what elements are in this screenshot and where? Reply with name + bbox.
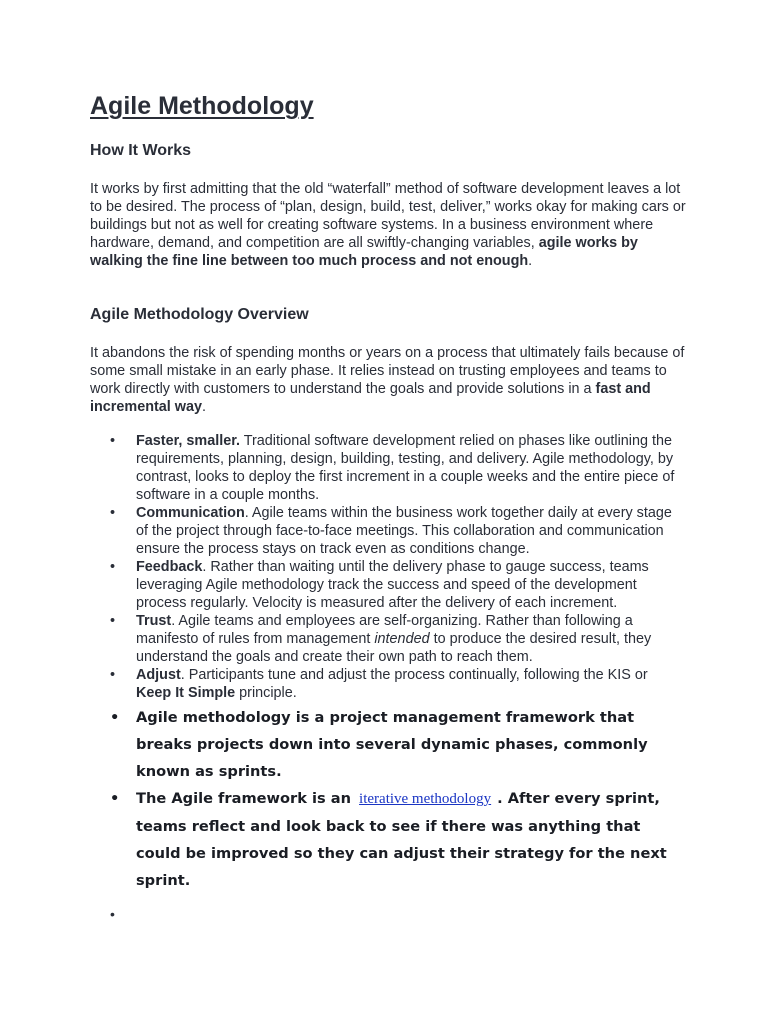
bullet-icon: • [110,613,116,629]
paragraph-end: . [201,399,206,415]
item-text: . Agile teams and employees are self-organizing. Rather than following a manifesto of rules from management [136,613,633,647]
paragraph-overview [90,344,690,416]
item-text: Agile methodology is a project management framework that breaks projects down into several dynamic phases, commonly known as sprints. [136,709,648,780]
bullet-icon: • [110,505,116,521]
item-text: principle. [235,685,297,701]
principles-list [110,432,685,702]
item-text: . Agile teams within the business work together daily at every stage of the project through face-to-face meetings. This collaboration and communication ensure the process stays on track even as conditions change. [136,505,672,557]
item-lead: Faster, smaller. [136,433,241,449]
item-text: The Agile framework is an [136,790,352,807]
item-text: Traditional software development relied on phases like outlining the requirements, planning, design, building, testing, and delivery. Agile methodology, by contrast, looks to deploy the first increment in a couple weeks and the entire piece of software in a couple months. [136,433,675,503]
list-item-communication [110,504,685,558]
list-item-framework-definition [110,704,685,785]
bullet-icon: • [110,667,116,683]
paragraph-emphasis: agile works by walking the fine line between too much process and not enough [90,235,638,269]
item-text: to produce the desired result, they understand the goals and create their own path to reach them. [136,631,652,665]
item-text: . Rather than waiting until the delivery phase to gauge success, teams leveraging Agile methodology track the success and speed of the development process regularly. Velocity is measured after the delivery of each increment. [136,559,649,611]
list-item-faster-smaller [110,432,685,504]
section-heading-overview: Agile Methodology Overview [90,306,309,323]
item-text: . Participants tune and adjust the process continually, following the KIS or [180,667,648,683]
paragraph-text: It works by first admitting that the old “waterfall” method of software development leaves a lot to be desired. The process of “plan, design, build, test, deliver,” works okay for making cars or buildings but not as well for creating software systems. In a business environment where hardware, demand, and competition are all swiftly-changing variables, [90,181,686,251]
paragraph-emphasis: fast and incremental way [90,381,651,415]
list-item-trust [110,612,685,666]
bullet-icon: • [110,433,116,449]
item-lead: Trust [136,613,172,629]
paragraph-text: It abandons the risk of spending months or years on a process that ultimately fails because of some small mistake in an early phase. It relies instead on trusting employees and teams to work directly with customers to understand the goals and provide solutions in a [90,345,685,397]
item-bold: Keep It Simple [136,685,236,701]
item-text: . After every sprint, teams reflect and look back to see if there was anything that could be improved so they can adjust their strategy for the next sprint. [136,790,667,889]
item-italic: intended [374,631,430,647]
bullet-icon: • [110,559,116,575]
paragraph-end: . [528,253,533,269]
item-lead: Communication [136,505,245,521]
item-lead: Adjust [136,667,181,683]
iterative-methodology-link[interactable]: iterative methodology [359,791,492,807]
list-item-adjust [110,666,685,702]
empty-bullet-icon: • [110,906,115,922]
list-item-feedback [110,558,685,612]
item-lead: Feedback [136,559,203,575]
paragraph-how-it-works [90,180,690,270]
list-item-iterative [110,785,685,894]
framework-list [110,704,685,894]
section-heading-how-it-works: How It Works [90,142,192,159]
page-title: Agile Methodology [90,92,314,120]
bullet-icon: • [110,790,120,807]
bullet-icon: • [110,709,120,726]
